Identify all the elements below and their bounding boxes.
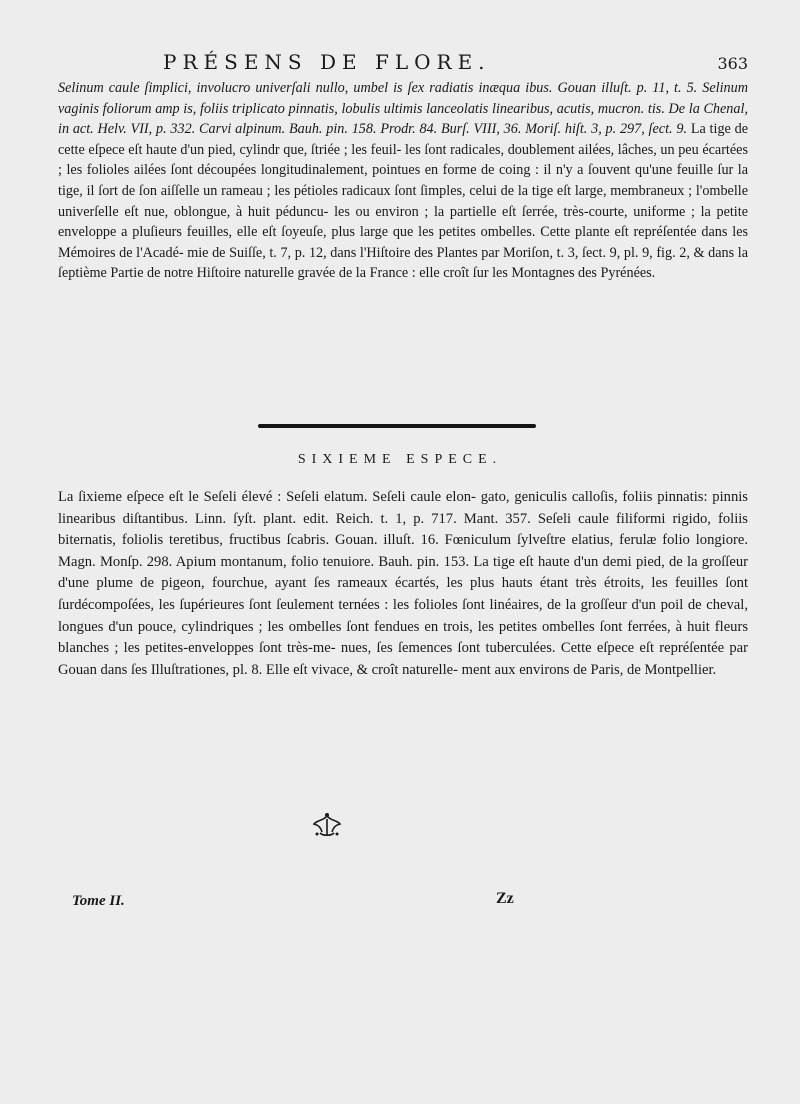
- page-number: 363: [717, 54, 748, 73]
- fleuron-ornament-icon: [309, 812, 345, 840]
- text-line: les ou environ ; la partielle eſt ſerrée, très-courte, uniforme ; la petite: [334, 203, 748, 220]
- decorative-rule: [258, 424, 536, 428]
- text-line: cylindriques ; les ombelles ſont fendues en trois, les petites ombelles: [181, 618, 595, 635]
- text-line: La ſixieme eſpece eſt le Seſeli élevé : Seſeli elatum. Seſeli caule elon-: [58, 489, 476, 505]
- text-line: mucron. tis. De la Chenal, in act. Helv. VII, p. 332. Carvi alpinum.: [58, 100, 748, 138]
- text-line: Selinum caule ſimplici, involucro univerſali nullo, umbel is ſex radiatis: [58, 80, 474, 96]
- text-line: ſont ſurdécompoſées, les ſupérieures ſont ſeulement ternées : les folioles: [58, 575, 749, 613]
- text-line: coing : il n'y a ſouvent qu'une feuille ſur la tige, il ſort de ſon aiſſelle: [58, 162, 749, 199]
- running-title: PRÉSENS DE FLORE.: [163, 50, 491, 74]
- text-line: 16. Fœniculum ſylveſtre elatius, ferulæ folio longiore. Magn. Monſp. 298.: [58, 532, 748, 570]
- signature-mark: Tome II.: [72, 893, 125, 909]
- text-line: un rameau ; les pétioles radicaux ſont ſimples, celui de la tige eſt large,: [203, 182, 607, 199]
- first-entry-text: [58, 78, 748, 284]
- text-line: ſont ferrées, à huit fleurs blanches ; les petites-enveloppes ſont très-me-: [58, 618, 749, 657]
- text-line: rigido, foliis biternatis, foliolis teretibus, fructibus ſcabris. Gouan. illuſt.: [58, 510, 748, 549]
- text-line: La tige de cette eſpece eſt haute d'un pied, cylindr que, ſtriée ; les feuil-: [58, 121, 749, 158]
- text-line: ſont linéaires, de la groſſeur d'un poil de cheval, longues d'un pouce,: [58, 596, 748, 635]
- catchword: Zz: [496, 890, 514, 907]
- text-line: ombelles. Cette plante eſt repréſentée dans les Mémoires de l'Acadé-: [58, 224, 749, 261]
- text-line: d'un demi pied, de la groſſeur d'une plume de pigeon, fourchue,: [58, 553, 748, 592]
- section-heading: SIXIEME ESPECE.: [297, 452, 503, 467]
- text-line: gato, geniculis calloſis, foliis pinnatis: pinnis linearibus diſtantibus. Linn.: [58, 489, 748, 527]
- page-header: [58, 50, 748, 78]
- text-line: nues, ſes ſemences ſont tuberculées. Cette eſpece eſt repréſentée par: [340, 640, 748, 657]
- text-line: enveloppe a pluſieurs feuilles, elle eſt ſoyeuſe, plus large que les petites: [58, 224, 476, 241]
- second-entry-text: [58, 487, 748, 681]
- text-line: inæqua ibus. Gouan illuſt. p. 11, t. 5. Selinum vaginis foliorum amp is,: [58, 80, 748, 117]
- text-line: Gouan dans ſes Illuſtrationes, pl. 8. Elle eſt vivace, & croît naturelle-: [58, 661, 458, 678]
- text-line: Bauh. pin. 158. Prodr. 84. Burſ. VIII, 36. Moriſ. hiſt. 3, p. 297, ſect. 9.: [288, 121, 688, 138]
- text-line: naturelle gravée de la France : elle croît ſur les Montagnes des Pyrénées.: [244, 265, 656, 282]
- text-line: ment aux environs de Paris, de Montpellier.: [461, 661, 717, 678]
- text-line: t. 3, ſect. 9, pl. 9, fig. 2, & dans la ſeptième Partie de notre Hiſtoire: [58, 244, 748, 282]
- text-line: membraneux ; l'ombelle univerſelle eſt nue, oblongue, à huit péduncu-: [58, 182, 749, 220]
- text-line: Apium montanum, folio tenuiore. Bauh. pin. 153. La tige eſt haute: [175, 553, 570, 570]
- text-line: foliis triplicato pinnatis, lobulis ultimis lanceolatis linearibus, acutis,: [200, 100, 595, 117]
- text-line: ſyſt. plant. edit. Reich. t. 1, p. 717. Mant. 357. Seſeli caule filiformi: [233, 510, 666, 527]
- text-line: les ſont radicales, doublement ailées, lâches, un peu écartées ; les: [58, 141, 748, 179]
- text-line: mie de Suiſſe, t. 7, p. 12, dans l'Hiſtoire des Plantes par Moriſon,: [187, 244, 554, 261]
- text-line: folioles ailées ſont découpées longitudinalement, pointues en forme de: [86, 162, 495, 179]
- text-line: ayant ſes rameaux écartés, les plus hauts étant très étroits, les feuilles: [274, 575, 718, 592]
